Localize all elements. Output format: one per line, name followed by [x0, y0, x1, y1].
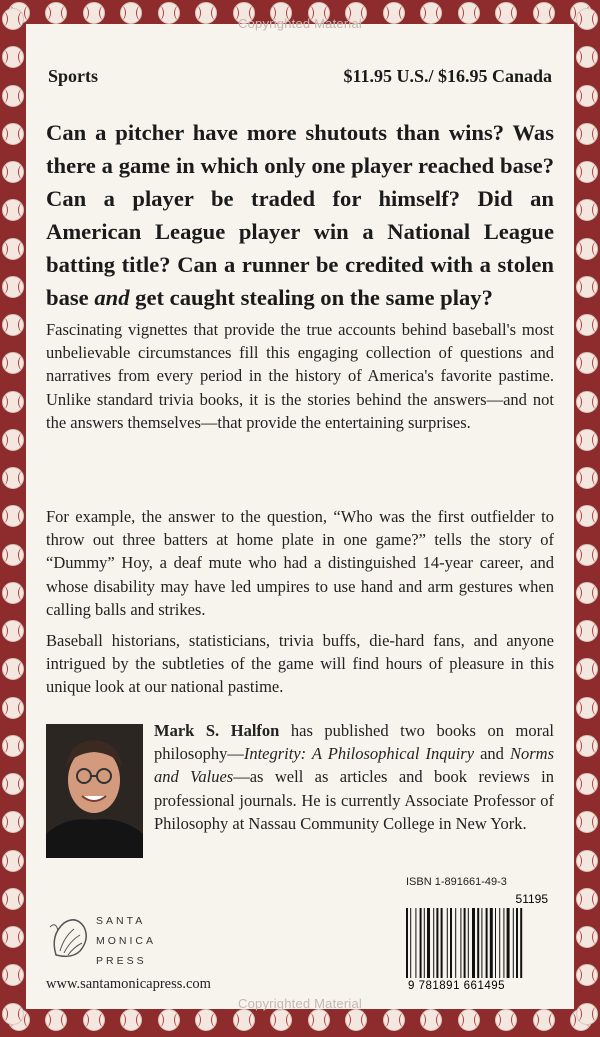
- back-cover-panel: [26, 24, 574, 1009]
- baseball-icon: [45, 1009, 67, 1031]
- barcode-bar: [424, 908, 425, 978]
- book-title-1: Integrity: A Philosophical Inquiry: [243, 744, 475, 764]
- baseball-icon: [576, 735, 598, 757]
- barcode-bar: [464, 908, 466, 978]
- baseball-icon: [2, 926, 24, 948]
- publisher-logo: [46, 911, 186, 981]
- baseball-icon: [270, 1009, 292, 1031]
- barcode-digits: 9 781891 661495: [408, 980, 506, 992]
- baseball-icon: [576, 620, 598, 642]
- baseball-icon: [2, 429, 24, 451]
- baseball-icon: [2, 658, 24, 680]
- barcode-bar: [477, 908, 479, 978]
- baseball-icon: [576, 658, 598, 680]
- baseball-icon: [576, 544, 598, 566]
- baseball-icon: [2, 850, 24, 872]
- isbn-label: ISBN 1-891661-49-3: [406, 876, 507, 888]
- barcode-bar: [455, 908, 456, 978]
- paragraph-1: Fascinating vignettes that provide the true accounts behind baseball's most unbelievable circumstances fill this engaging collection of questions and narratives from every period in the history of America's favorite pastime. Unlike standard trivia books, it is the stories behind the answers—and not the answers themselves—that provide the entertaining surprises.: [46, 320, 554, 432]
- lead-questions: [46, 116, 554, 314]
- baseball-icon: [2, 544, 24, 566]
- category-label: Sports: [48, 66, 99, 86]
- barcode-bar: [406, 908, 408, 978]
- baseball-icon: [495, 1009, 517, 1031]
- barcode-bar: [516, 908, 518, 978]
- baseball-icon: [2, 314, 24, 336]
- barcode-bar: [486, 908, 488, 978]
- baseball-icon: [576, 926, 598, 948]
- barcode-bar: [481, 908, 482, 978]
- barcode-bar: [420, 908, 422, 978]
- author-name: Mark S. Halfon: [154, 721, 280, 740]
- author-photo: [46, 724, 143, 858]
- baseball-icon: [345, 1009, 367, 1031]
- bio-text-1: has published two books on moral philosophy—: [154, 721, 554, 764]
- barcode-bar: [499, 908, 500, 978]
- baseball-icon: [533, 1009, 555, 1031]
- shell-icon: [46, 907, 96, 967]
- baseball-icon: [576, 46, 598, 68]
- price-code: 51195: [513, 892, 548, 906]
- barcode-bar: [447, 908, 448, 978]
- watermark-bottom: Copyrighted Material: [238, 996, 362, 1011]
- barcode-bar: [507, 908, 510, 978]
- publisher-line-3: PRESS: [96, 955, 147, 967]
- baseball-icon: [2, 697, 24, 719]
- barcode-bar: [415, 908, 416, 978]
- baseball-icon: [2, 505, 24, 527]
- border-right: [570, 0, 600, 1033]
- lead-text-2: get caught stealing on the same play?: [129, 285, 493, 310]
- baseball-icon: [576, 697, 598, 719]
- barcode-bar: [472, 908, 475, 978]
- baseball-icon: [576, 199, 598, 221]
- barcode-bar: [503, 908, 504, 978]
- baseball-icon: [2, 888, 24, 910]
- barcode-bar: [495, 908, 496, 978]
- barcode-bars: [402, 892, 552, 992]
- barcode-bar: [520, 908, 522, 978]
- lead-text-1: Can a pitcher have more shutouts than wins? Was there a game in which only one player reached base? Can a player be traded for himself? Did an American League player win a National League batting title? Can a runner be credited with a stolen base: [46, 120, 554, 310]
- publisher-line-2: MONICA: [96, 935, 156, 947]
- baseball-icon: [576, 276, 598, 298]
- book-title-2: Norms and Values: [154, 744, 554, 787]
- baseball-icon: [576, 314, 598, 336]
- baseball-icon: [233, 1009, 255, 1031]
- baseball-icon: [120, 1009, 142, 1031]
- baseball-icon: [576, 505, 598, 527]
- barcode-bar: [460, 908, 461, 978]
- publisher-line-1: SANTA: [96, 915, 146, 927]
- baseball-icon: [83, 1009, 105, 1031]
- bio-text-3: —as well as articles and book reviews in professional journals. He is currently Associate Professor of Philosophy at Nassau Community College in New York.: [154, 767, 554, 833]
- publisher-url[interactable]: www.santamonicapress.com: [46, 976, 211, 992]
- baseball-icon: [576, 888, 598, 910]
- baseball-icon: [576, 238, 598, 260]
- header-line: [48, 66, 552, 87]
- baseball-icon: [2, 85, 24, 107]
- lead-italic: and: [94, 285, 130, 310]
- paragraph-3: Baseball historians, statisticians, trivia buffs, die-hard fans, and anyone intrigued by the subtleties of the game will find hours of pleasure in this unique look at our national pastime.: [46, 631, 554, 697]
- baseball-icon: [576, 352, 598, 374]
- barcode-bar: [450, 908, 452, 978]
- baseball-icon: [2, 582, 24, 604]
- barcode-bar: [490, 908, 493, 978]
- baseball-icon: [2, 620, 24, 642]
- baseball-icon: [2, 161, 24, 183]
- baseball-icon: [576, 85, 598, 107]
- baseball-icon: [576, 964, 598, 986]
- baseball-icon: [2, 467, 24, 489]
- barcode-bar: [433, 908, 434, 978]
- baseball-icon: [2, 773, 24, 795]
- barcode: [402, 892, 552, 992]
- baseball-icon: [2, 238, 24, 260]
- barcode-bar: [441, 908, 443, 978]
- baseball-icon: [2, 46, 24, 68]
- author-bio: [154, 719, 554, 835]
- baseball-icon: [158, 1009, 180, 1031]
- baseball-icon: [420, 1009, 442, 1031]
- baseball-icon: [2, 123, 24, 145]
- baseball-icon: [2, 811, 24, 833]
- baseball-icon: [308, 1009, 330, 1031]
- baseball-icon: [458, 1009, 480, 1031]
- price-label: $11.95 U.S./ $16.95 Canada: [343, 66, 552, 86]
- baseball-icon: [2, 199, 24, 221]
- baseball-icon: [195, 1009, 217, 1031]
- baseball-icon: [383, 1009, 405, 1031]
- baseball-icon: [2, 735, 24, 757]
- barcode-bar: [468, 908, 469, 978]
- baseball-icon: [2, 352, 24, 374]
- barcode-bar: [427, 908, 430, 978]
- baseball-icon: [576, 582, 598, 604]
- baseball-icon: [2, 964, 24, 986]
- baseball-icon: [2, 391, 24, 413]
- barcode-bar: [436, 908, 438, 978]
- baseball-icon: [576, 811, 598, 833]
- barcode-bar: [513, 908, 514, 978]
- baseball-icon: [576, 773, 598, 795]
- watermark-top: Copyrighted Material: [238, 16, 362, 31]
- baseball-icon: [576, 391, 598, 413]
- baseball-icon: [2, 276, 24, 298]
- barcode-bar: [410, 908, 411, 978]
- paragraph-2: For example, the answer to the question, “Who was the first outfielder to throw out three batters at home plate in one game?” tells the story of “Dummy” Hoy, a deaf mute who had a distinguished 14-year career, and whose disability may have led umpires to use hand and arm gestures when calling balls and strikes.: [46, 507, 554, 619]
- baseball-icon: [576, 161, 598, 183]
- baseball-icon: [576, 123, 598, 145]
- baseball-icon: [576, 850, 598, 872]
- bio-text-2: and: [474, 744, 510, 764]
- baseball-icon: [576, 429, 598, 451]
- baseball-icon: [576, 467, 598, 489]
